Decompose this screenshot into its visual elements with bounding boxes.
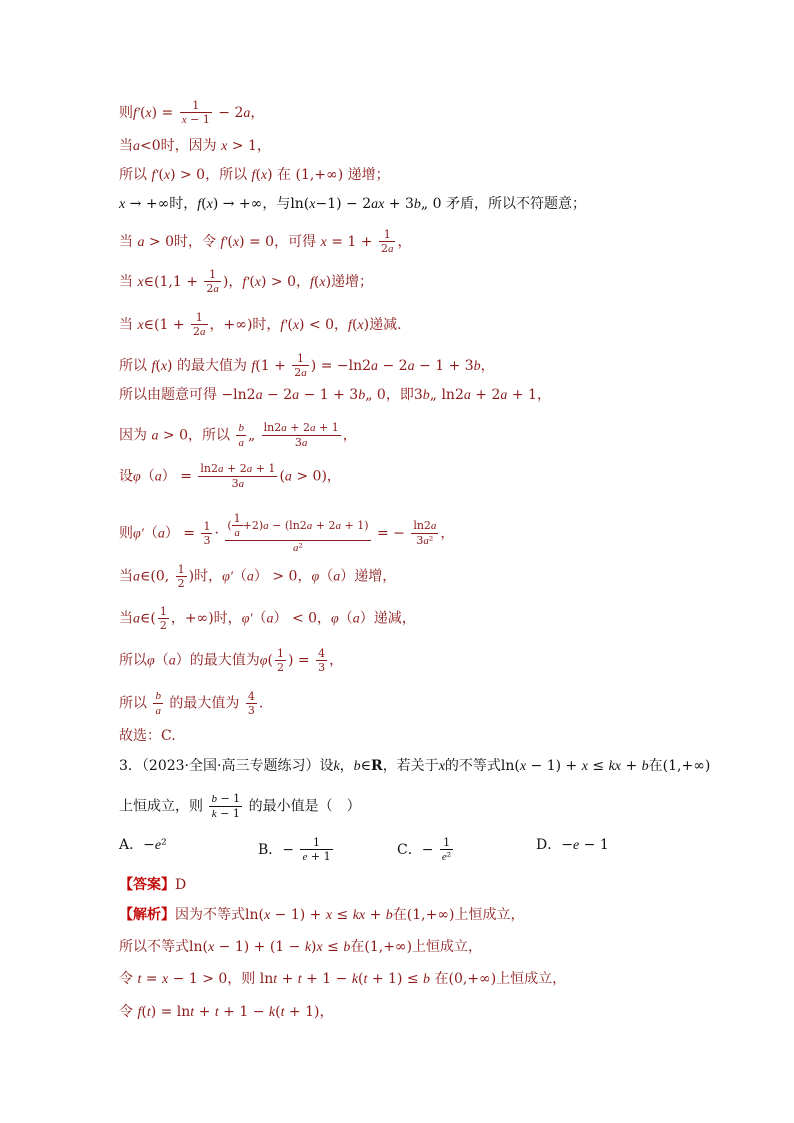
- line-case-a-negative: 当a<0时，因为 x > 1，: [119, 138, 271, 154]
- line-phi-derivative: 则φ′（a） = $\frac{1}{3}$ · ( $\frac{1}{a}$ +2)a − (ln2a + 2a + 1) a² = − $\frac{\ln 2a}{\text{3a²}}$ ，: [119, 512, 455, 554]
- option-b[interactable]: B．− $\frac{1}{e + 1}$: [258, 836, 331, 863]
- problem-number: 3．: [119, 758, 142, 774]
- problem-stem-continued: 上恒成立，则 $\frac{b - 1}{k - 1}$ 的最小值是（ ）: [119, 792, 361, 820]
- answer-options: [119, 836, 719, 866]
- analysis-line-2: 所以不等式ln(x − 1) + (1 − k)x ≤ b在(1,+∞)上恒成立，: [119, 939, 483, 955]
- line-condition: 所以由题意可得 −ln2a − 2a − 1 + 3b„ 0，即3b„ ln2a + 2a + 1，: [119, 387, 551, 403]
- problem-stem: 3．（2023·全国·高三专题练习）设k，b∈R，若关于x的不等式ln(x − 1) + x ≤ kx + b在(1,+∞): [119, 758, 711, 774]
- line-maximum: 所以 f(x) 的最大值为 f(1 + $\frac{1}{2a}$ ) = −ln2a − 2a − 1 + 3b，: [119, 352, 495, 379]
- option-c[interactable]: C．− $\frac{1}{\text{e²}}$: [397, 836, 452, 863]
- line-interval-increasing: 当 x∈(1,1 + $\frac{1}{2a}$ )，f′(x) > 0，f(x)递增；: [119, 268, 374, 295]
- line-choice: 故选：C.: [119, 728, 176, 744]
- answer-tag: 【答案】: [119, 877, 175, 893]
- line-increasing: 所以 f′(x) > 0，所以 f(x) 在 (1,+∞) 递增；: [119, 167, 390, 183]
- answer-value: D: [175, 877, 187, 893]
- line-interval-decreasing: 当 x∈(1 + $\frac{1}{2a}$ ，+∞)时，f′(x) < 0，f(x)递减.: [119, 311, 402, 338]
- line-define-phi: 设φ（a） = $\frac{\ln 2a + 2a + 1}{3a}$ (a > 0)，: [119, 462, 341, 490]
- answer-line: [119, 876, 186, 894]
- problem-source: （2023·全国·高三专题练习）: [141, 758, 320, 774]
- line-ratio-bound: 因为 a > 0，所以 $\frac{b}{a}$ „ $\frac{\ln 2a + 2a + 1}{3a}$ ，: [119, 421, 357, 449]
- analysis-line-1: 【解析】因为不等式ln(x − 1) + x ≤ kx + b在(1,+∞)上恒成立，: [119, 907, 525, 923]
- line-phi-increasing: 当a∈(0, $\frac{1}{2}$ )时，φ′（a） > 0，φ（a）递增，: [119, 563, 397, 590]
- option-a[interactable]: A．−e²: [119, 837, 167, 853]
- line-case-a-positive: 当 a > 0时，令 f′(x) = 0，可得 x = 1 + $\frac{1}{2a}$ ，: [119, 228, 412, 255]
- line-phi-decreasing: 当a∈( $\frac{1}{2}$ ，+∞)时，φ′（a） < 0，φ（a）递减，: [119, 605, 416, 632]
- analysis-line-3: 令 t = x − 1 > 0，则 lnt + t + 1 − k(t + 1) ≤ b 在(0,+∞)上恒成立，: [119, 971, 567, 987]
- line-derivative: 则f′(x) = $\frac{1}{x - 1}$ − 2a，: [119, 99, 265, 126]
- option-d[interactable]: D．−e − 1: [536, 837, 609, 853]
- line-ratio-maximum: 所以 $\frac{b}{a}$ 的最大值为 $\frac{4}{3}$ .: [119, 690, 264, 717]
- line-contradiction: x → +∞时，f(x) → +∞，与ln(x−1) − 2ax + 3b„ 0 矛盾，所以不符题意；: [119, 196, 586, 212]
- analysis-line-4: 令 f(t) = lnt + t + 1 − k(t + 1)，: [119, 1004, 334, 1020]
- line-phi-maximum: 所以φ（a）的最大值为φ( $\frac{1}{2}$ ) = $\frac{4}{3}$ ，: [119, 647, 344, 674]
- analysis-tag: 【解析】: [119, 907, 175, 923]
